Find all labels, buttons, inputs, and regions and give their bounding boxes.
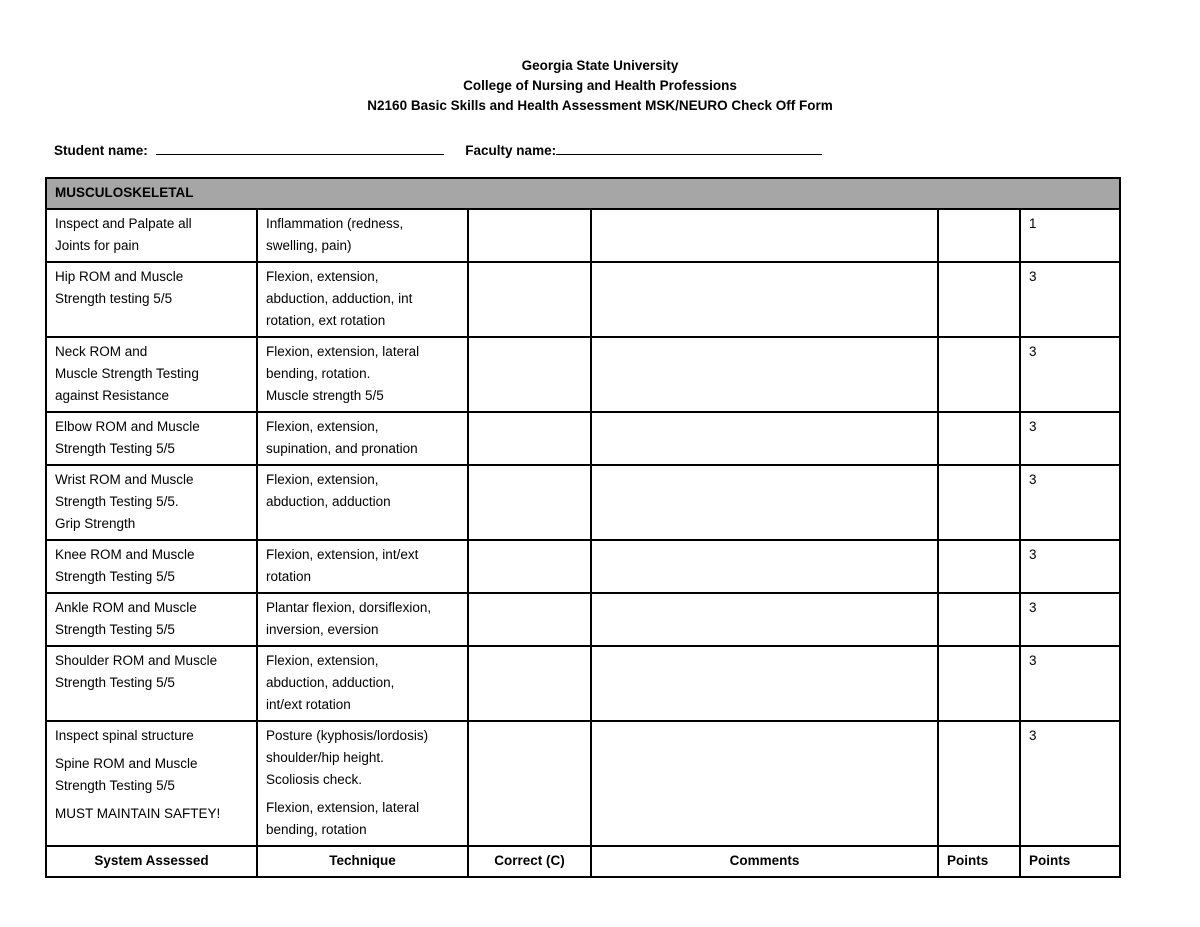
technique-line: abduction, adduction, <box>266 675 395 690</box>
technique-cell <box>257 540 468 593</box>
correct-cell[interactable] <box>468 465 591 540</box>
comments-cell[interactable] <box>591 540 938 593</box>
system-line: MUST MAINTAIN SAFTEY! <box>55 806 221 821</box>
technique-cell <box>257 262 468 337</box>
system-line: Wrist ROM and Muscle <box>55 472 194 487</box>
table-row <box>46 721 1120 846</box>
system-assessed-cell <box>46 540 257 593</box>
correct-cell[interactable] <box>468 593 591 646</box>
technique-line: rotation, ext rotation <box>266 313 386 328</box>
points-earned-cell[interactable] <box>938 465 1020 540</box>
correct-cell[interactable] <box>468 646 591 721</box>
technique-line: Flexion, extension, <box>266 472 379 487</box>
system-assessed-cell <box>46 593 257 646</box>
technique-line: bending, rotation <box>266 822 367 837</box>
points-earned-cell[interactable] <box>938 721 1020 846</box>
system-assessed-cell <box>46 721 257 846</box>
technique-line: Muscle strength 5/5 <box>266 388 384 403</box>
system-assessed-cell <box>46 412 257 465</box>
correct-cell[interactable] <box>468 721 591 846</box>
points-possible-cell: 3 <box>1020 465 1120 540</box>
system-assessed-cell <box>46 262 257 337</box>
table-row <box>46 593 1120 646</box>
col-correct: Correct (C) <box>468 846 591 877</box>
technique-line: Flexion, extension, lateral <box>266 344 420 359</box>
points-earned-cell[interactable] <box>938 646 1020 721</box>
points-earned-cell[interactable] <box>938 540 1020 593</box>
technique-line: abduction, adduction <box>266 494 391 509</box>
col-comments: Comments <box>591 846 938 877</box>
technique-cell <box>257 209 468 262</box>
system-line: Grip Strength <box>55 516 136 531</box>
checkoff-table <box>45 177 1121 878</box>
section-title: MUSCULOSKELETAL <box>46 178 1120 209</box>
points-possible-cell: 3 <box>1020 646 1120 721</box>
points-earned-cell[interactable] <box>938 262 1020 337</box>
system-line: Ankle ROM and Muscle <box>55 600 197 615</box>
table-row <box>46 337 1120 412</box>
system-line: Muscle Strength Testing <box>55 366 199 381</box>
points-earned-cell[interactable] <box>938 209 1020 262</box>
faculty-name-field[interactable] <box>556 140 822 155</box>
system-line: Joints for pain <box>55 238 140 253</box>
comments-cell[interactable] <box>591 262 938 337</box>
system-line: Strength Testing 5/5 <box>55 441 175 456</box>
points-possible-cell: 3 <box>1020 412 1120 465</box>
technique-line: Flexion, extension, int/ext <box>266 547 419 562</box>
table-row <box>46 412 1120 465</box>
system-line: Strength Testing 5/5 <box>55 622 175 637</box>
name-fields <box>54 140 822 158</box>
system-line: Strength Testing 5/5. <box>55 494 179 509</box>
comments-cell[interactable] <box>591 209 938 262</box>
comments-cell[interactable] <box>591 465 938 540</box>
system-assessed-cell <box>46 465 257 540</box>
technique-line: abduction, adduction, int <box>266 291 413 306</box>
col-technique: Technique <box>257 846 468 877</box>
table-row <box>46 540 1120 593</box>
technique-cell <box>257 337 468 412</box>
technique-line: rotation <box>266 569 312 584</box>
technique-line: Plantar flexion, dorsiflexion, <box>266 600 432 615</box>
technique-cell <box>257 465 468 540</box>
points-possible-cell: 3 <box>1020 721 1120 846</box>
university-name: Georgia State University <box>521 58 679 73</box>
technique-line: int/ext rotation <box>266 697 351 712</box>
system-line: Strength testing 5/5 <box>55 291 173 306</box>
faculty-name-label: Faculty name: <box>465 143 557 158</box>
system-line: Knee ROM and Muscle <box>55 547 195 562</box>
system-line: Inspect spinal structure <box>55 728 194 743</box>
technique-line: inversion, eversion <box>266 622 379 637</box>
points-possible-cell: 1 <box>1020 209 1120 262</box>
system-line: Spine ROM and Muscle <box>55 756 198 771</box>
col-system-assessed: System Assessed <box>46 846 257 877</box>
system-assessed-cell <box>46 646 257 721</box>
technique-line: Flexion, extension, <box>266 653 379 668</box>
technique-line: Flexion, extension, lateral <box>266 800 420 815</box>
college-name: College of Nursing and Health Professions <box>463 78 737 93</box>
technique-cell <box>257 646 468 721</box>
comments-cell[interactable] <box>591 721 938 846</box>
system-line: Neck ROM and <box>55 344 148 359</box>
system-line: against Resistance <box>55 388 170 403</box>
correct-cell[interactable] <box>468 209 591 262</box>
comments-cell[interactable] <box>591 412 938 465</box>
points-possible-cell: 3 <box>1020 337 1120 412</box>
technique-cell <box>257 412 468 465</box>
technique-line: Scoliosis check. <box>266 772 363 787</box>
system-line: Hip ROM and Muscle <box>55 269 184 284</box>
column-header-row <box>46 846 1120 877</box>
correct-cell[interactable] <box>468 262 591 337</box>
table-row <box>46 465 1120 540</box>
table-row <box>46 209 1120 262</box>
technique-cell <box>257 593 468 646</box>
points-earned-cell[interactable] <box>938 412 1020 465</box>
points-earned-cell[interactable] <box>938 593 1020 646</box>
system-line: Elbow ROM and Muscle <box>55 419 200 434</box>
col-points-2: Points <box>1020 846 1120 877</box>
table-row <box>46 262 1120 337</box>
technique-line: supination, and pronation <box>266 441 418 456</box>
system-assessed-cell <box>46 337 257 412</box>
technique-line: Flexion, extension, <box>266 419 379 434</box>
technique-line: Inflammation (redness, <box>266 216 404 231</box>
section-header-row <box>46 178 1120 209</box>
technique-line: swelling, pain) <box>266 238 352 253</box>
comments-cell[interactable] <box>591 646 938 721</box>
technique-line: shoulder/hip height. <box>266 750 384 765</box>
comments-cell[interactable] <box>591 593 938 646</box>
technique-line: bending, rotation. <box>266 366 371 381</box>
points-earned-cell[interactable] <box>938 337 1020 412</box>
technique-cell <box>257 721 468 846</box>
form-title: N2160 Basic Skills and Health Assessment MSK/NEURO Check Off Form <box>367 98 833 113</box>
student-name-field[interactable] <box>156 140 444 155</box>
system-line: Inspect and Palpate all <box>55 216 192 231</box>
system-line: Strength Testing 5/5 <box>55 778 175 793</box>
correct-cell[interactable] <box>468 412 591 465</box>
technique-line: Flexion, extension, <box>266 269 379 284</box>
col-points-1: Points <box>938 846 1020 877</box>
system-line: Strength Testing 5/5 <box>55 569 175 584</box>
points-possible-cell: 3 <box>1020 540 1120 593</box>
student-name-label: Student name: <box>54 143 148 158</box>
system-line: Strength Testing 5/5 <box>55 675 175 690</box>
correct-cell[interactable] <box>468 540 591 593</box>
correct-cell[interactable] <box>468 337 591 412</box>
technique-line: Posture (kyphosis/lordosis) <box>266 728 429 743</box>
comments-cell[interactable] <box>591 337 938 412</box>
system-line: Shoulder ROM and Muscle <box>55 653 218 668</box>
points-possible-cell: 3 <box>1020 593 1120 646</box>
points-possible-cell: 3 <box>1020 262 1120 337</box>
table-row <box>46 646 1120 721</box>
system-assessed-cell <box>46 209 257 262</box>
